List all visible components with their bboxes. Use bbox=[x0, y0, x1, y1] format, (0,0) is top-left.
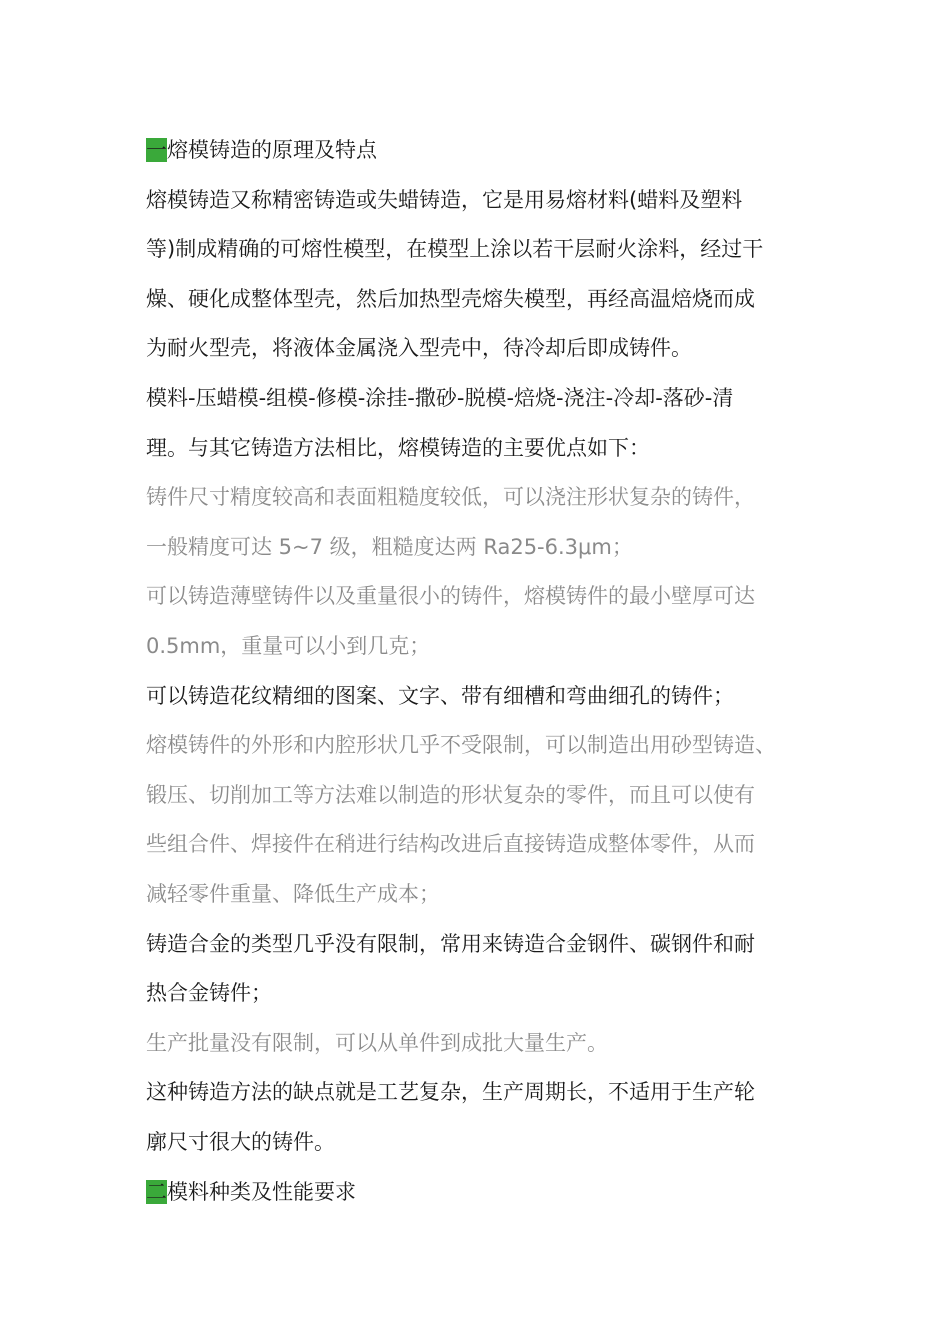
paragraph-line: 廓尺寸很大的铸件。 bbox=[146, 1129, 335, 1154]
heading-title: 模料种类及性能要求 bbox=[167, 1179, 356, 1204]
paragraph-line: 为耐火型壳，将液体金属浇入型壳中，待冷却后即成铸件。 bbox=[146, 336, 692, 361]
heading-line bbox=[146, 126, 818, 176]
paragraph-line: 这种铸造方法的缺点就是工艺复杂，生产周期长，不适用于生产轮 bbox=[146, 1080, 755, 1105]
paragraph-line: 热合金铸件； bbox=[146, 981, 272, 1006]
paragraph-principle bbox=[146, 176, 818, 374]
paragraph-line: 熔模铸造又称精密铸造或失蜡铸造，它是用易熔材料(蜡料及塑料 bbox=[146, 187, 743, 212]
paragraph-line: 理。与其它铸造方法相比，熔模铸造的主要优点如下： bbox=[146, 435, 650, 460]
paragraph-line: 锻压、切削加工等方法难以制造的形状复杂的零件，而且可以使有 bbox=[146, 782, 755, 807]
advantage-fine-pattern bbox=[146, 672, 818, 722]
paragraph-line: 熔模铸件的外形和内腔形状几乎不受限制，可以制造出用砂型铸造、 bbox=[146, 733, 776, 758]
advantage-precision bbox=[146, 473, 818, 572]
paragraph-line: 生产批量没有限制，可以从单件到成批大量生产。 bbox=[146, 1030, 608, 1055]
advantage-batch-size bbox=[146, 1019, 818, 1069]
paragraph-disadvantage bbox=[146, 1068, 818, 1167]
paragraph-line: 可以铸造薄壁铸件以及重量很小的铸件，熔模铸件的最小壁厚可达 bbox=[146, 584, 755, 609]
advantage-alloy-types bbox=[146, 920, 818, 1019]
heading-line bbox=[146, 1168, 818, 1218]
heading-title: 熔模铸造的原理及特点 bbox=[167, 138, 377, 162]
section-heading bbox=[146, 126, 818, 176]
paragraph-line: 减轻零件重量、降低生产成本； bbox=[146, 881, 440, 906]
paragraph-line: 模料-压蜡模-组模-修模-涂挂-撒砂-脱模-焙烧-浇注-冷却-落砂-清 bbox=[146, 386, 734, 410]
paragraph-line: 等)制成精确的可熔性模型，在模型上涂以若干层耐火涂料，经过干 bbox=[146, 237, 764, 262]
paragraph-process bbox=[146, 374, 818, 473]
section-heading bbox=[146, 1168, 818, 1218]
paragraph-line: 铸造合金的类型几乎没有限制，常用来铸造合金钢件、碳钢件和耐 bbox=[146, 931, 755, 956]
paragraph-line: 些组合件、焊接件在稍进行结构改进后直接铸造成整体零件，从而 bbox=[146, 832, 755, 857]
advantage-complex-shape bbox=[146, 721, 818, 919]
paragraph-line: 一般精度可达 5~7 级，粗糙度达两 Ra25-6.3μm； bbox=[146, 534, 633, 559]
advantage-thin-wall bbox=[146, 572, 818, 671]
heading-number-marker: 二 bbox=[146, 1179, 167, 1204]
paragraph-line: 铸件尺寸精度较高和表面粗糙度较低，可以浇注形状复杂的铸件， bbox=[146, 485, 755, 510]
paragraph-line: 0.5mm，重量可以小到几克； bbox=[146, 633, 431, 658]
paragraph-line: 燥、硬化成整体型壳，然后加热型壳熔失模型，再经高温焙烧而成 bbox=[146, 286, 755, 311]
paragraph-line: 可以铸造花纹精细的图案、文字、带有细槽和弯曲细孔的铸件； bbox=[146, 683, 734, 708]
heading-number-marker: 一 bbox=[146, 138, 167, 162]
